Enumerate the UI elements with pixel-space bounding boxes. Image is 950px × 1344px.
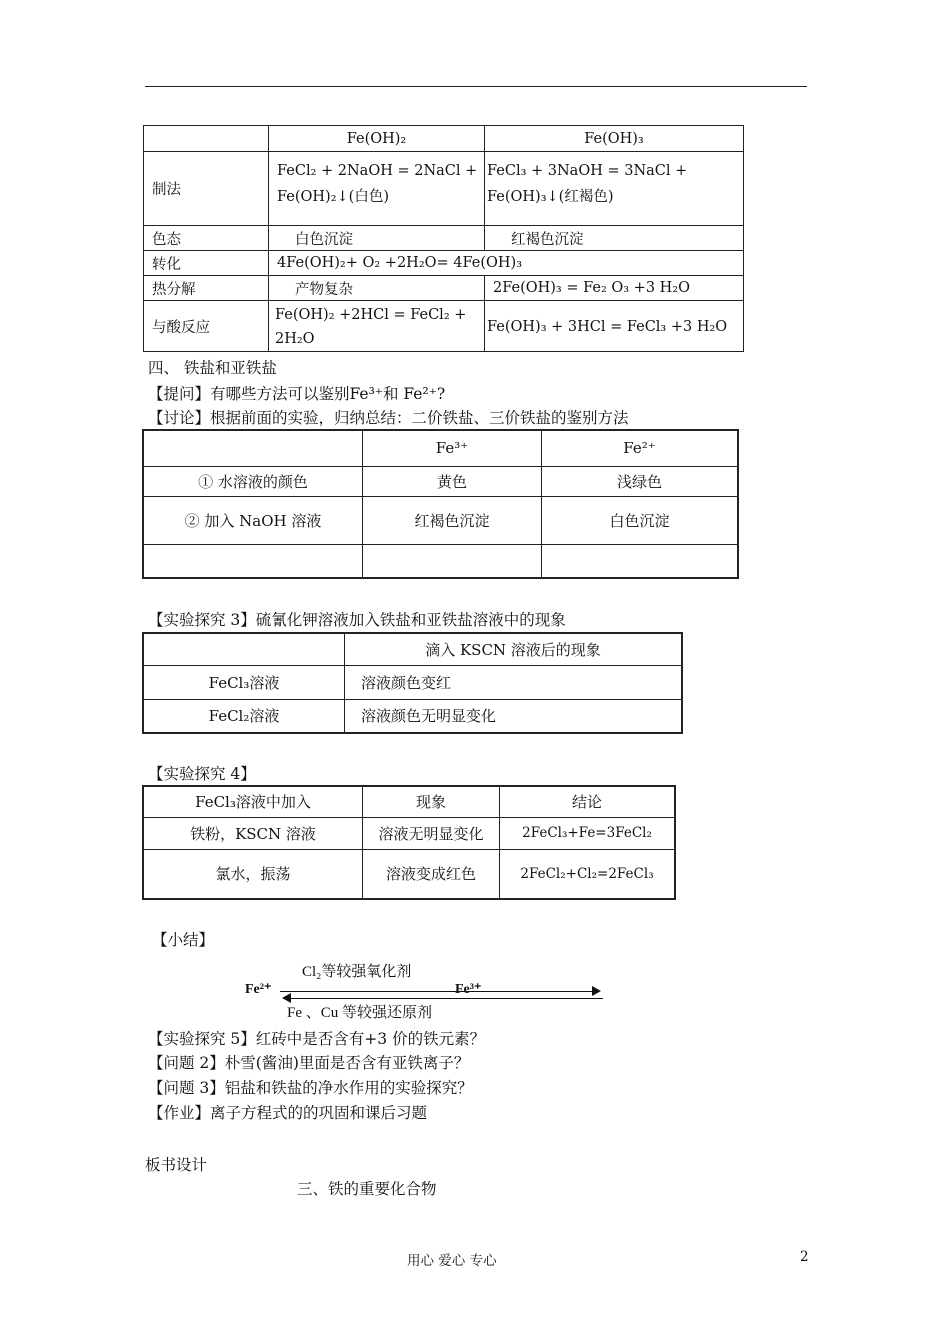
table-cell: 红褐色沉淀 — [485, 226, 744, 251]
arrow-head-right-icon — [592, 986, 601, 996]
summary-title: 【小结】 — [152, 931, 215, 949]
row-label: 色态 — [144, 226, 269, 251]
table-header-cell: 现象 — [363, 786, 500, 817]
table-cell: 2Fe(OH)₃ = Fe₂ O₃ +3 H₂O — [485, 276, 744, 301]
reduction-arrow — [285, 998, 603, 999]
table-header-cell: FeCl₃溶液中加入 — [143, 786, 363, 817]
table-header-cell: Fe³⁺ — [363, 430, 542, 466]
table-cell: Fe(OH)₃ + 3HCl = FeCl₃ +3 H₂O — [485, 301, 744, 352]
table-cell: 浅绿色 — [542, 466, 739, 496]
question-line: 【提问】有哪些方法可以鉴别Fe³⁺和 Fe²⁺? — [148, 385, 446, 403]
header-rule — [145, 86, 807, 87]
table-cell: 氯水，振荡 — [143, 849, 363, 899]
table-cell: 溶液颜色变红 — [345, 665, 683, 699]
table-header-cell — [144, 126, 269, 152]
table-header-cell: Fe(OH)₃ — [485, 126, 744, 152]
fe2-label: Fe²⁺ — [245, 982, 272, 997]
experiment-4-title: 【实验探究 4】 — [148, 765, 256, 783]
table-cell — [542, 544, 739, 578]
table-cell: 产物复杂 — [269, 276, 485, 301]
table-cell: 黄色 — [363, 466, 542, 496]
section-heading: 四、 铁盐和亚铁盐 — [148, 359, 277, 377]
table-cell: 2FeCl₃+Fe=3FeCl₂ — [500, 817, 676, 849]
board-heading: 三、铁的重要化合物 — [297, 1180, 437, 1198]
text-line: 【问题 3】铝盐和铁盐的净水作用的实验探究？ — [148, 1079, 473, 1097]
row-label: 与酸反应 — [144, 301, 269, 352]
row-label: 制法 — [144, 152, 269, 226]
page-number: 2 — [800, 1249, 809, 1265]
iron-hydroxide-table — [143, 125, 744, 352]
table-cell: 溶液无明显变化 — [363, 817, 500, 849]
table-cell: FeCl₂ + 2NaOH = 2NaCl + Fe(OH)₂↓(白色) — [269, 152, 485, 226]
table-header-cell: 结论 — [500, 786, 676, 817]
experiment-3-title: 【实验探究 3】硫氰化钾溶液加入铁盐和亚铁盐溶液中的现象 — [148, 611, 566, 629]
table-cell: 白色沉淀 — [542, 496, 739, 544]
table-cell — [143, 544, 363, 578]
table-cell: FeCl₃ + 3NaOH = 3NaCl + Fe(OH)₃↓(红褐色) — [485, 152, 744, 226]
footer-motto: 用心 爱心 专心 — [407, 1253, 497, 1269]
table-header-cell: Fe²⁺ — [542, 430, 739, 466]
reductant-label: Fe 、Cu 等较强还原剂 — [287, 1005, 433, 1021]
oxidant-label: Cl₂等较强氧化剂 — [302, 964, 412, 980]
table-header-cell — [143, 633, 345, 665]
oxidation-arrow — [280, 991, 598, 992]
table-header-cell: 滴入 KSCN 溶液后的现象 — [345, 633, 683, 665]
fe3-label: Fe³⁺ — [455, 982, 482, 997]
table-cell: 溶液变成红色 — [363, 849, 500, 899]
table-header-cell — [143, 430, 363, 466]
table-cell: 白色沉淀 — [269, 226, 485, 251]
table-cell: ① 水溶液的颜色 — [143, 466, 363, 496]
table-cell: ② 加入 NaOH 溶液 — [143, 496, 363, 544]
table-header-cell: Fe(OH)₂ — [269, 126, 485, 152]
table-cell: 4Fe(OH)₂+ O₂ +2H₂O= 4Fe(OH)₃ — [269, 251, 744, 276]
table-cell — [363, 544, 542, 578]
fecl3-reaction-table — [142, 785, 676, 900]
table-cell: 2FeCl₂+Cl₂=2FeCl₃ — [500, 849, 676, 899]
text-line: 【实验探究 5】红砖中是否含有+3 价的铁元素？ — [148, 1030, 486, 1048]
board-title: 板书设计 — [145, 1156, 208, 1174]
kscn-table — [142, 632, 683, 734]
table-cell: FeCl₃溶液 — [143, 665, 345, 699]
table-cell: Fe(OH)₂ +2HCl = FeCl₂ + 2H₂O — [269, 301, 485, 352]
table-cell: 溶液颜色无明显变化 — [345, 699, 683, 733]
row-label: 转化 — [144, 251, 269, 276]
text-line: 【问题 2】朴雪(酱油)里面是否含有亚铁离子？ — [148, 1054, 470, 1072]
discussion-line: 【讨论】根据前面的实验，归纳总结：二价铁盐、三价铁盐的鉴别方法 — [148, 409, 629, 427]
row-label: 热分解 — [144, 276, 269, 301]
table-cell: 红褐色沉淀 — [363, 496, 542, 544]
identification-table — [142, 429, 739, 579]
table-cell: FeCl₂溶液 — [143, 699, 345, 733]
table-cell: 铁粉，KSCN 溶液 — [143, 817, 363, 849]
text-line: 【作业】离子方程式的的巩固和课后习题 — [148, 1104, 428, 1122]
